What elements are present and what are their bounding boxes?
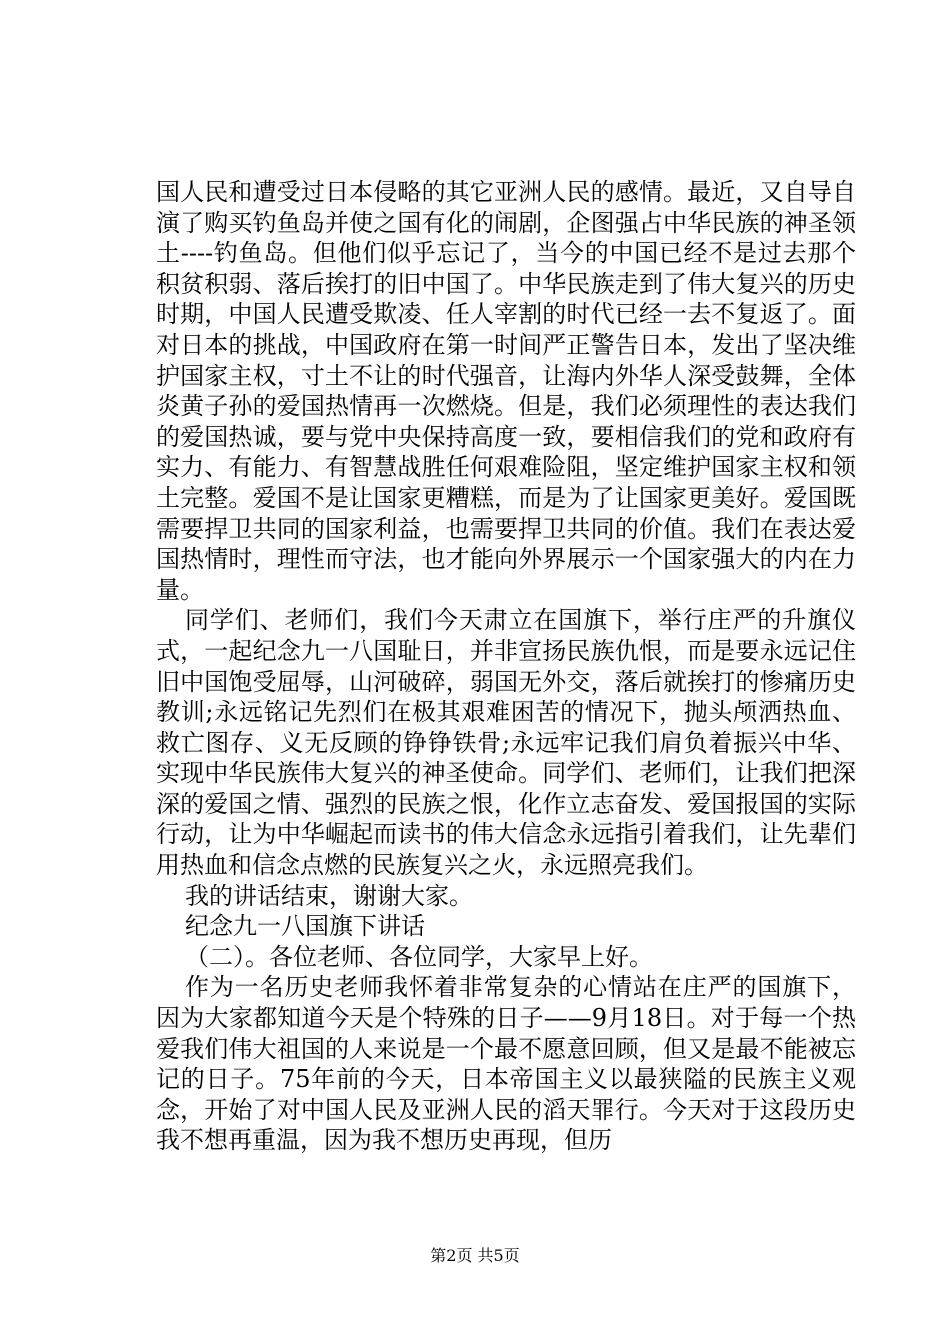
page-number-label: 第2页 共5页	[430, 1246, 520, 1265]
paragraph-1: 国人民和遭受过日本侵略的其它亚洲人民的感情。最近，又自导自演了购买钓鱼岛并使之国有化的闹剧，企图强占中华民族的神圣领土----钓鱼岛。但他们似乎忘记了，当今的中国已经不是过去那个积贫积弱、落后挨打的旧中国了。中华民族走到了伟大复兴的历史时期，中国人民遭受欺凌、任人宰割的时代已经一去不复返了。面对日本的挑战，中国政府在第一时间严正警告日本，发出了坚决维护国家主权，寸土不让的时代强音，让海内外华人深受鼓舞，全体炎黄子孙的爱国热情再一次燃烧。但是，我们必须理性的表达我们的爱国热诚，要与党中央保持高度一致，要相信我们的党和政府有实力、有能力、有智慧战胜任何艰难险阻，坚定维护国家主权和领土完整。爱国不是让国家更糟糕，而是为了让国家更美好。爱国既需要捍卫共同的国家利益，也需要捍卫共同的价值。我们在表达爱国热情时，理性而守法，也才能向外界展示一个国家强大的内在力量。	[156, 178, 856, 604]
page-footer	[0, 1246, 950, 1266]
document-body	[156, 177, 856, 1156]
paragraph-5: （二）。各位老师、各位同学，大家早上好。	[185, 942, 653, 971]
paragraph-2: 同学们、老师们，我们今天肃立在国旗下，举行庄严的升旗仪式，一起纪念九一八国耻日，并非宣扬民族仇恨，而是要永远记住旧中国饱受屈辱，山河破碎，弱国无外交，落后就挨打的惨痛历史教训;永远铭记先烈们在极其艰难困苦的情况下，抛头颅洒热血、救亡图存、义无反顾的铮铮铁骨;永远牢记我们肩负着振兴中华、实现中华民族伟大复兴的神圣使命。同学们、老师们，让我们把深深的爱国之情、强烈的民族之恨，化作立志奋发、爱国报国的实际行动，让为中华崛起而读书的伟大信念永远指引着我们，让先辈们用热血和信念点燃的民族复兴之火，永远照亮我们。	[156, 606, 856, 880]
paragraph-3: 我的讲话结束，谢谢大家。	[185, 881, 473, 910]
paragraph-6: 作为一名历史老师我怀着非常复杂的心情站在庄严的国旗下，因为大家都知道今天是个特殊的日子——9月18日。对于每一个热爱我们伟大祖国的人来说是一个最不愿意回顾，但又是最不能被忘记的日子。75年前的今天，日本帝国主义以最狭隘的民族主义观念，开始了对中国人民及亚洲人民的滔天罪行。今天对于这段历史我不想再重温，因为我不想历史再现，但历	[156, 973, 856, 1155]
paragraph-4: 纪念九一八国旗下讲话	[185, 912, 425, 941]
